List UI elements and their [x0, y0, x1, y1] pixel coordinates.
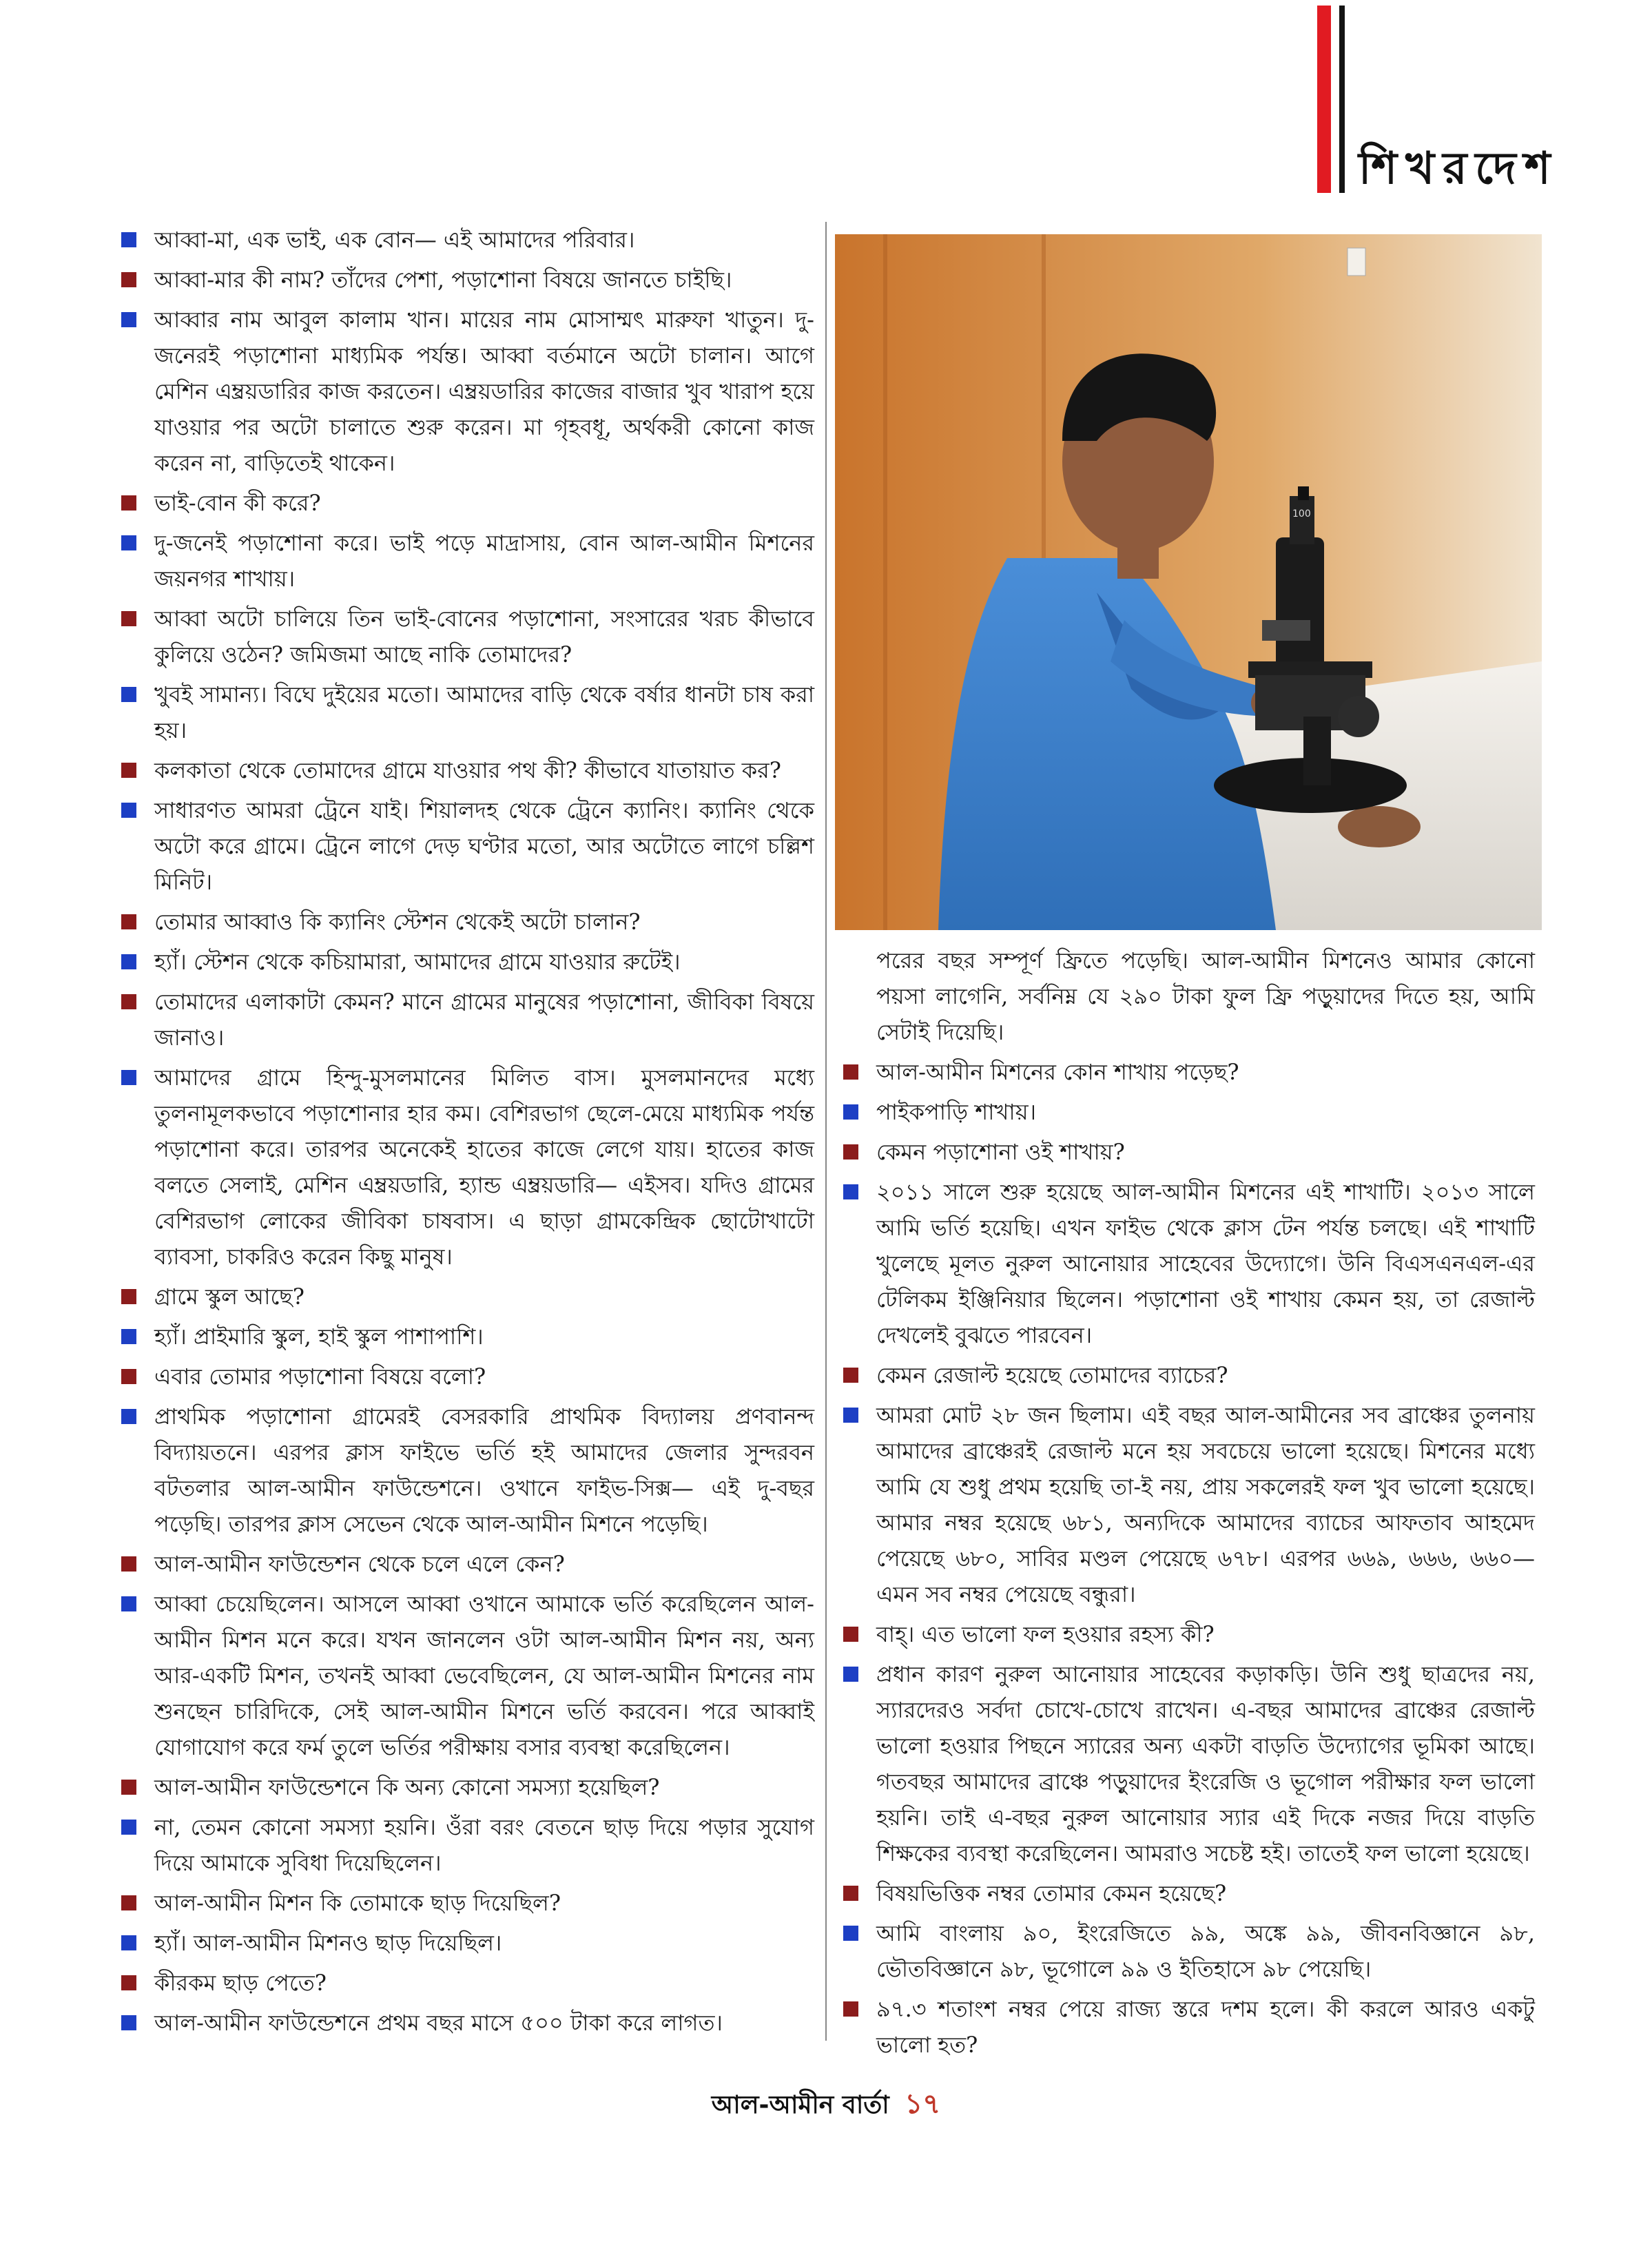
interview-question [117, 904, 814, 940]
question-bullet-icon [121, 1895, 136, 1910]
student-with-microscope-photo [835, 234, 1542, 930]
item-text: না, তেমন কোনো সমস্যা হয়নি। ওঁরা বরং বেতনে ছাড় দিয়ে পড়ার সুযোগ দিয়ে আমাকে সুবিধা দিয়েছিলেন। [154, 1814, 814, 1876]
interview-answer [839, 1397, 1535, 1612]
answer-bullet-icon [121, 1070, 136, 1085]
item-text: আমরা মোট ২৮ জন ছিলাম। এই বছর আল-আমীনের সব ব্রাঞ্চের তুলনায় আমাদের ব্রাঞ্চেরই রেজাল্ট মনে হয় সবচেয়ে ভালো হয়েছে। মিশনের মধ্যে আমি যে শুধু প্রথম হয়েছি তা-ই নয়, প্রায় সকলেরই ফল খুব ভালো হয়েছে। আমার নম্বর হয়েছে ৬৮১, অন্যদিকে আমাদের ব্যাচের আফতাব আহমেদ পেয়েছে ৬৮০, সাবির মণ্ডল পেয়েছে ৬৭৮। এরপর ৬৬৯, ৬৬৬, ৬৬০— এমন সব নম্বর পেয়েছে বন্ধুরা। [876, 1402, 1535, 1607]
answer-bullet-icon [843, 1408, 858, 1423]
interview-answer [117, 525, 814, 597]
interview-question [839, 1054, 1535, 1090]
item-text: বাহ্‌। এত ভালো ফল হওয়ার রহস্য কী? [876, 1621, 1215, 1647]
answer-bullet-icon [121, 1820, 136, 1835]
item-text: সাধারণত আমরা ট্রেনে যাই। শিয়ালদহ থেকে ট্রেনে ক্যানিং। ক্যানিং থেকে অটো করে গ্রামে। ট্রেনে লাগে দেড় ঘণ্টার মতো, আর অটোতে লাগে চল্লিশ মিনিট। [154, 797, 814, 895]
question-bullet-icon [121, 495, 136, 511]
continued-paragraph: পরের বছর সম্পূর্ণ ফ্রিতে পড়েছি। আল-আমীন মিশনেও আমার কোনো পয়সা লাগেনি, সর্বনিম্ন যে ২৯০ টাকা ফুল ফ্রি পড়ুয়াদের দিতে হয়, আমি সেটাই দিয়েছি। [876, 947, 1535, 1045]
item-text: কেমন রেজাল্ট হয়েছে তোমাদের ব্যাচের? [876, 1362, 1228, 1388]
section-divider-line [1339, 6, 1345, 193]
interview-question [839, 1875, 1535, 1911]
interview-question [117, 485, 814, 521]
photo-illustration [835, 234, 1542, 930]
item-text: দু-জনেই পড়াশোনা করে। ভাই পড়ে মাদ্রাসায়, বোন আল-আমীন মিশনের জয়নগর শাখায়। [154, 530, 814, 592]
interview-question [839, 1991, 1535, 2063]
item-text: আমি বাংলায় ৯০, ইংরেজিতে ৯৯, অঙ্কে ৯৯, জীবনবিজ্ঞানে ৯৮, ভৌতবিজ্ঞানে ৯৮, ভূগোলে ৯৯ ও ইতিহাসে ৯৮ পেয়েছি। [876, 1920, 1535, 1982]
interview-answer [839, 1174, 1535, 1353]
item-text: হ্যাঁ। প্রাইমারি স্কুল, হাই স্কুল পাশাপাশি। [154, 1323, 484, 1350]
interview-answer [839, 1915, 1535, 1987]
interview-answer [117, 1925, 814, 1961]
question-bullet-icon [843, 1886, 858, 1901]
interview-question [117, 752, 814, 788]
interview-answer [839, 1656, 1535, 1871]
question-bullet-icon [843, 1144, 858, 1160]
question-bullet-icon [121, 611, 136, 626]
interview-answer [117, 1809, 814, 1881]
question-bullet-icon [843, 1064, 858, 1080]
item-text: আব্বা-মা, এক ভাই, এক বোন— এই আমাদের পরিবার। [154, 227, 635, 253]
question-bullet-icon [121, 1556, 136, 1572]
item-text: আল-আমীন মিশন কি তোমাকে ছাড় দিয়েছিল? [154, 1890, 561, 1916]
question-bullet-icon [121, 1780, 136, 1795]
item-text: পাইকপাড়ি শাখায়। [876, 1099, 1037, 1125]
item-text: আল-আমীন ফাউন্ডেশনে কি অন্য কোনো সমস্যা হয়েছিল? [154, 1774, 660, 1800]
item-text: তোমাদের এলাকাটা কেমন? মানে গ্রামের মানুষের পড়াশোনা, জীবিকা বিষয়ে জানাও। [154, 989, 814, 1051]
item-text: ভাই-বোন কী করে? [154, 490, 321, 516]
interview-question [839, 1357, 1535, 1393]
question-bullet-icon [121, 994, 136, 1009]
interview-answer [117, 222, 814, 258]
interview-answer [117, 944, 814, 980]
section-label: শিখরদেশ [1359, 143, 1559, 194]
interview-question [117, 262, 814, 298]
interview-question [839, 1134, 1535, 1170]
left-column [117, 222, 814, 2045]
item-text: এবার তোমার পড়াশোনা বিষয়ে বলো? [154, 1363, 486, 1390]
item-text: আল-আমীন মিশনের কোন শাখায় পড়েছ? [876, 1059, 1239, 1085]
interview-answer [117, 1319, 814, 1354]
question-bullet-icon [121, 1369, 136, 1384]
answer-bullet-icon [121, 803, 136, 818]
question-bullet-icon [121, 763, 136, 778]
item-text: ৯৭.৩ শতাংশ নম্বর পেয়ে রাজ্য স্তরে দশম হলে। কী করলে আরও একটু ভালো হত? [876, 1996, 1535, 2058]
interview-answer [117, 1586, 814, 1765]
item-text: খুবই সামান্য। বিঘে দুইয়ের মতো। আমাদের বাড়ি থেকে বর্ষার ধানটা চাষ করা হয়। [154, 681, 814, 743]
interview-question [117, 1546, 814, 1582]
interview-answer [117, 1060, 814, 1275]
interview-question [117, 1769, 814, 1805]
item-text: হ্যাঁ। আল-আমীন মিশনও ছাড় দিয়েছিল। [154, 1930, 502, 1956]
answer-bullet-icon [121, 1329, 136, 1344]
item-text: প্রাথমিক পড়াশোনা গ্রামেরই বেসরকারি প্রাথমিক বিদ্যালয় প্রণবানন্দ বিদ্যায়তনে। এরপর ক্লাস ফাইভে ভর্তি হই আমাদের জেলার সুন্দরবন বটতলার আল-আমীন ফাউন্ডেশনে। ওখানে ফাইভ-সিক্স— এই দু-বছর পড়েছি। তারপর ক্লাস সেভেন থেকে আল-আমীন মিশনে পড়েছি। [154, 1403, 814, 1537]
answer-bullet-icon [121, 1935, 136, 1950]
section-accent-bar [1317, 6, 1331, 193]
interview-question [117, 1359, 814, 1394]
magazine-name: আল-আমীন বার্তা [711, 2091, 889, 2119]
answer-bullet-icon [121, 232, 136, 247]
question-bullet-icon [843, 1627, 858, 1642]
interview-answer [117, 302, 814, 481]
interview-answer [117, 792, 814, 900]
interview-question [839, 1616, 1535, 1652]
item-text: আব্বা চেয়েছিলেন। আসলে আব্বা ওখানে আমাকে ভর্তি করেছিলেন আল-আমীন মিশন মনে করে। যখন জানলেন ওটা আল-আমীন মিশন নয়, অন্য আর-একটি মিশন, তখনই আব্বা ভেবেছিলেন, যে আল-আমীন মিশনের নাম শুনছেন চারিদিকে, সেই আল-আমীন মিশনে ভর্তি করবেন। পরে আব্বাই যোগাযোগ করে ফর্ম তুলে ভর্তির পরীক্ষায় বসার ব্যবস্থা করেছিলেন। [154, 1591, 814, 1760]
item-text: কীরকম ছাড় পেতে? [154, 1970, 327, 1996]
interview-answer [839, 1094, 1535, 1130]
answer-bullet-icon [843, 1667, 858, 1682]
question-bullet-icon [121, 1975, 136, 1990]
answer-bullet-icon [121, 312, 136, 327]
item-text: তোমার আব্বাও কি ক্যানিং স্টেশন থেকেই অটো চালান? [154, 909, 641, 935]
microscope-label: 100 [1292, 508, 1311, 519]
item-text: প্রধান কারণ নুরুল আনোয়ার সাহেবের কড়াকড়ি। উনি শুধু ছাত্রদের নয়, স্যারদেরও সর্বদা চোখে-চোখে রাখেন। এ-বছর আমাদের ব্রাঞ্চের রেজাল্ট ভালো হওয়ার পিছনে স্যারের অন্য একটা বাড়তি উদ্যোগের ভূমিকা আছে। গতবছর আমাদের ব্রাঞ্চে পড়ুয়াদের ইংরেজি ও ভূগোল পরীক্ষার ফল ভালো হয়নি। তাই এ-বছর নুরুল আনোয়ার স্যার এই দিকে নজর দিয়ে বাড়তি শিক্ষকের ব্যবস্থা করেছিলেন। আমরাও সচেষ্ট হই। তাতেই ফল ভালো হয়েছে। [876, 1661, 1535, 1866]
answer-bullet-icon [121, 2015, 136, 2030]
answer-bullet-icon [121, 1409, 136, 1424]
question-bullet-icon [121, 272, 136, 287]
item-text: আব্বা-মার কী নাম? তাঁদের পেশা, পড়াশোনা বিষয়ে জানতে চাইছি। [154, 267, 732, 293]
question-bullet-icon [121, 1289, 136, 1304]
item-text: কলকাতা থেকে তোমাদের গ্রামে যাওয়ার পথ কী? কীভাবে যাতায়াত কর? [154, 757, 781, 783]
answer-bullet-icon [121, 954, 136, 969]
item-text: আব্বা অটো চালিয়ে তিন ভাই-বোনের পড়াশোনা, সংসারের খরচ কীভাবে কুলিয়ে ওঠেন? জমিজমা আছে নাকি তোমাদের? [154, 606, 814, 668]
item-text: ২০১১ সালে শুরু হয়েছে আল-আমীন মিশনের এই শাখাটি। ২০১৩ সালে আমি ভর্তি হয়েছি। এখন ফাইভ থেকে ক্লাস টেন পর্যন্ত চলছে। এই শাখাটি খুলেছে মূলত নুরুল আনোয়ার সাহেবের উদ্যোগে। উনি বিএসএনএল-এর টেলিকম ইঞ্জিনিয়ার ছিলেন। পড়াশোনা ওই শাখায় কেমন হয়, তা রেজাল্ট দেখলেই বুঝতে পারবেন। [876, 1179, 1535, 1348]
interview-question [117, 1885, 814, 1921]
item-text: আব্বার নাম আবুল কালাম খান। মায়ের নাম মোসাম্মৎ মারুফা খাতুন। দু-জনেরই পড়াশোনা মাধ্যমিক পর্যন্ত। আব্বা বর্তমানে অটো চালান। আগে মেশিন এম্ব্রয়ডারির কাজ করতেন। এম্ব্রয়ডারির কাজের বাজার খুব খারাপ হয়ে যাওয়ার পর অটো চালাতে শুরু করেন। মা গৃহবধূ, অর্থকরী কোনো কাজ করেন না, বাড়িতেই থাকেন। [154, 307, 814, 476]
item-text: হ্যাঁ। স্টেশন থেকে কচিয়ামারা, আমাদের গ্রামে যাওয়ার রুটেই। [154, 949, 681, 975]
question-bullet-icon [843, 2001, 858, 2017]
right-column [839, 942, 1535, 2067]
item-text: বিষয়ভিত্তিক নম্বর তোমার কেমন হয়েছে? [876, 1880, 1227, 1906]
answer-bullet-icon [121, 687, 136, 702]
page-number: ১৭ [905, 2088, 941, 2120]
answer-bullet-icon [843, 1926, 858, 1941]
item-text: কেমন পড়াশোনা ওই শাখায়? [876, 1139, 1125, 1165]
page-footer [0, 2082, 1652, 2128]
question-bullet-icon [843, 1368, 858, 1383]
question-bullet-icon [121, 914, 136, 929]
answer-bullet-icon [843, 1104, 858, 1120]
answer-bullet-icon [843, 1184, 858, 1199]
interview-question [117, 1279, 814, 1315]
interview-answer [117, 677, 814, 748]
interview-answer [117, 1399, 814, 1542]
item-text: আল-আমীন ফাউন্ডেশনে প্রথম বছর মাসে ৫০০ টাকা করে লাগত। [154, 2010, 723, 2036]
item-text: আল-আমীন ফাউন্ডেশন থেকে চলে এলে কেন? [154, 1551, 565, 1577]
answer-bullet-icon [121, 1596, 136, 1611]
column-divider [825, 222, 827, 2041]
answer-bullet-icon [121, 535, 136, 550]
item-text: আমাদের গ্রামে হিন্দু-মুসলমানের মিলিত বাস। মুসলমানদের মধ্যে তুলনামূলকভাবে পড়াশোনার হার কম। বেশিরভাগ ছেলে-মেয়ে মাধ্যমিক পর্যন্ত পড়াশোনা করে। তারপর অনেকেই হাতের কাজে লেগে যায়। হাতের কাজ বলতে সেলাই, মেশিন এম্ব্রয়ডারি, হ্যান্ড এম্ব্রয়ডারি— এইসব। যদিও গ্রামের বেশিরভাগ লোকের জীবিকা চাষবাস। এ ছাড়া গ্রামকেন্দ্রিক ছোটোখাটো ব্যাবসা, চাকরিও করেন কিছু মানুষ। [154, 1064, 814, 1270]
interview-question [117, 1965, 814, 2001]
interview-question [117, 601, 814, 672]
interview-question [117, 984, 814, 1055]
interview-answer [117, 2005, 814, 2041]
item-text: গ্রামে স্কুল আছে? [154, 1284, 304, 1310]
